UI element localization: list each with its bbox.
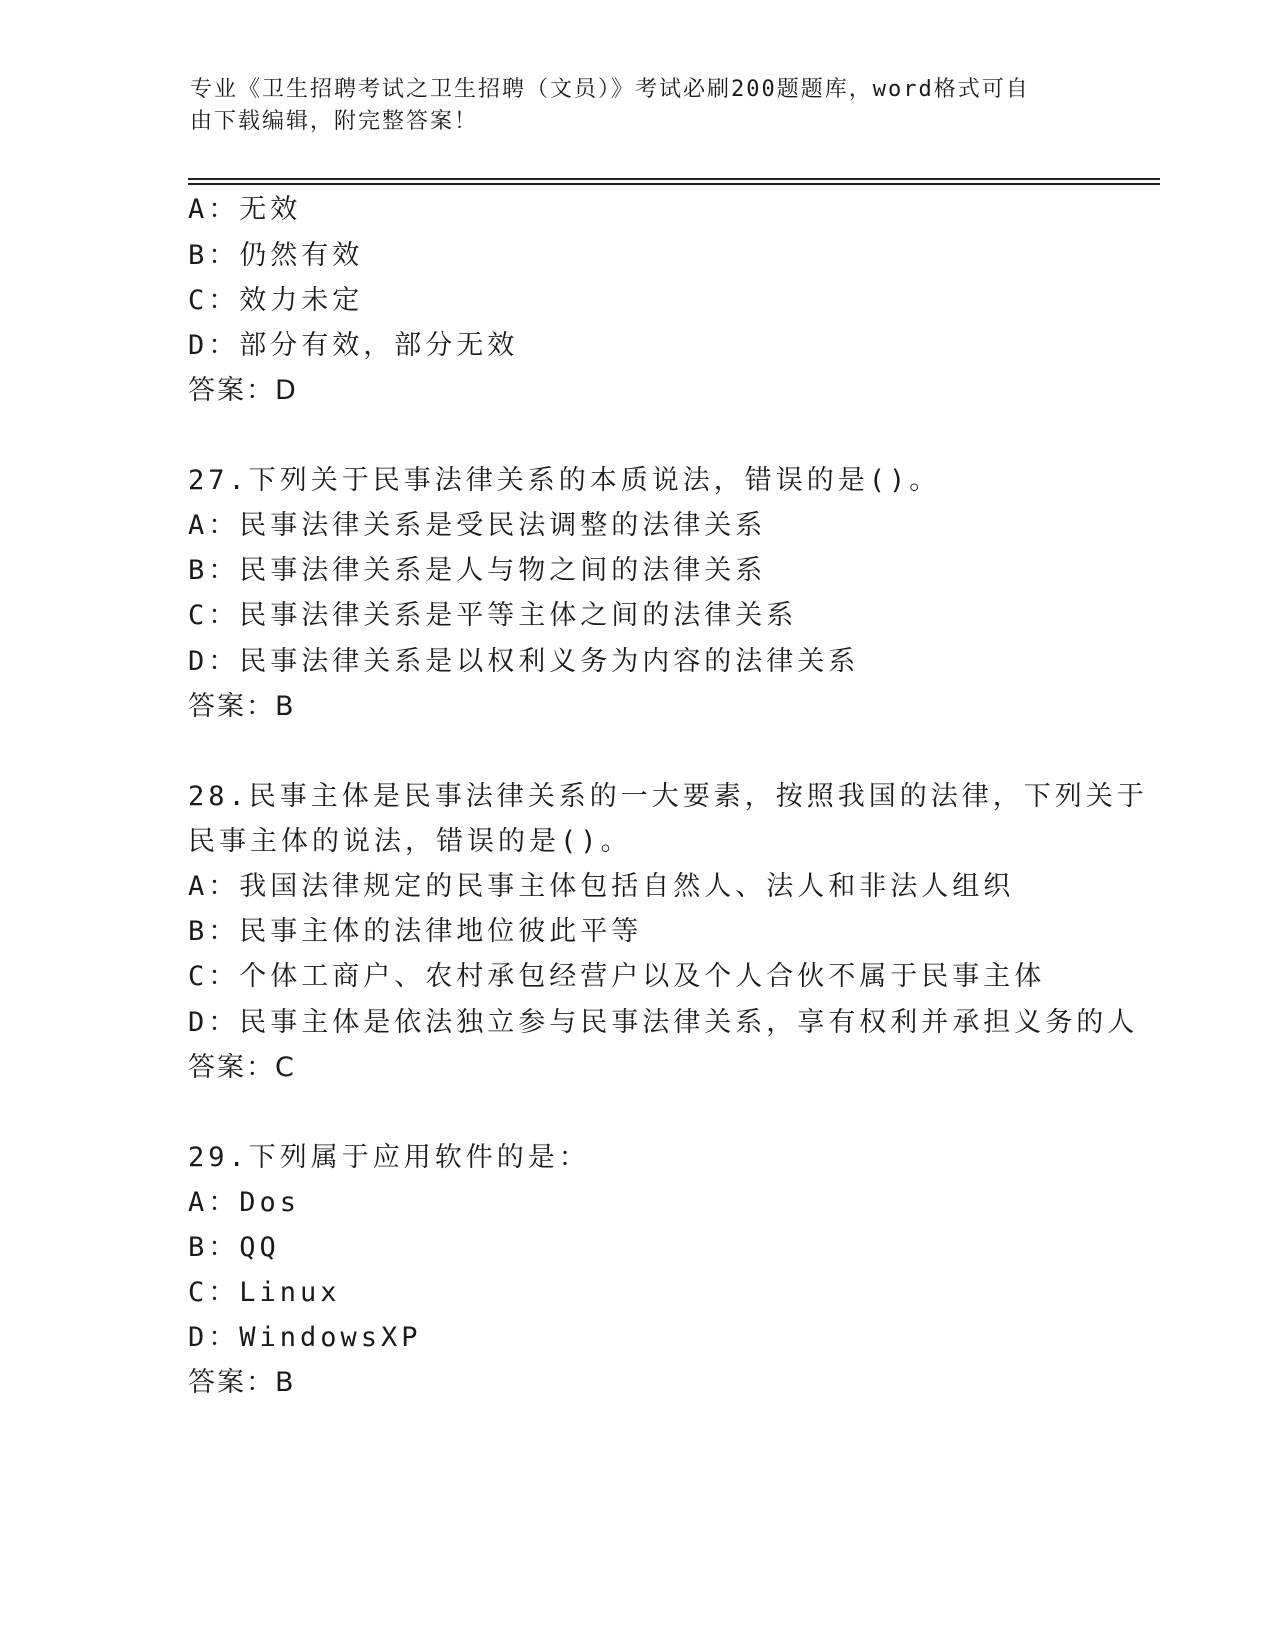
q28-option-d: D：民事主体是依法独立参与民事法律关系，享有权利并承担义务的人: [188, 1007, 1139, 1038]
q29-question: 29.下列属于应用软件的是：: [188, 1142, 590, 1173]
q28-option-c: C：个体工商户、农村承包经营户以及个人合伙不属于民事主体: [188, 961, 1046, 992]
q28-option-a: A：我国法律规定的民事主体包括自然人、法人和非法人组织: [188, 871, 1015, 902]
q28-question-line-2: 民事主体的说法，错误的是()。: [188, 826, 632, 857]
header-line-1: 专业《卫生招聘考试之卫生招聘（文员）》考试必刷200题题库，word格式可自: [190, 77, 1030, 102]
q26-option-c: C：效力未定: [188, 285, 364, 316]
q27-option-a: A：民事法律关系是受民法调整的法律关系: [188, 510, 767, 541]
q26-option-a: A：无效: [188, 194, 302, 225]
q27-option-d: D：民事法律关系是以权利义务为内容的法律关系: [188, 646, 860, 677]
q26-answer: 答案：D: [188, 375, 298, 406]
document-header: [190, 74, 1090, 138]
q29-option-d: D：WindowsXP: [188, 1322, 422, 1353]
header-line-2: 由下载编辑，附完整答案！: [190, 109, 479, 134]
q29-option-b: B：QQ: [188, 1232, 280, 1263]
q29-answer: 答案：B: [188, 1367, 296, 1398]
q28-option-b: B：民事主体的法律地位彼此平等: [188, 916, 643, 947]
q29-option-c: C：Linux: [188, 1277, 341, 1308]
q28-answer: 答案：C: [188, 1052, 296, 1083]
q27-option-b: B：民事法律关系是人与物之间的法律关系: [188, 555, 767, 586]
q27-question: 27.下列关于民事法律关系的本质说法，错误的是()。: [188, 465, 941, 496]
q27-answer: 答案：B: [188, 691, 296, 722]
q27-option-c: C：民事法律关系是平等主体之间的法律关系: [188, 600, 798, 631]
q28-question-line-1: 28.民事主体是民事法律关系的一大要素，按照我国的法律，下列关于: [188, 781, 1148, 812]
header-divider-bottom: [188, 183, 1160, 185]
header-divider-top: [188, 178, 1160, 180]
q29-option-a: A：Dos: [188, 1187, 301, 1218]
q26-option-b: B：仍然有效: [188, 240, 364, 271]
q26-option-d: D：部分有效，部分无效: [188, 330, 519, 361]
